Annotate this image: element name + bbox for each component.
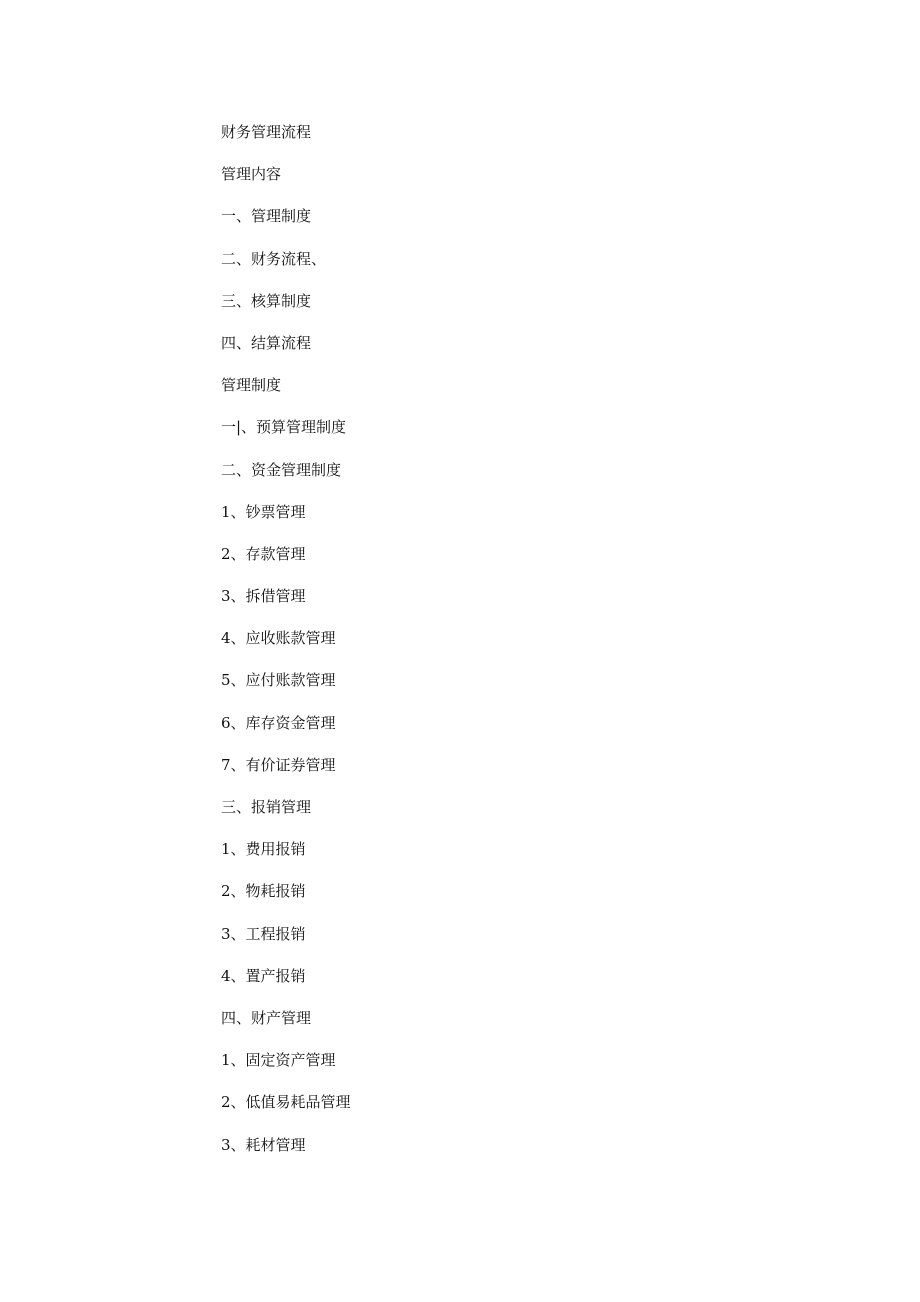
text-line: 3、拆借管理 [221, 587, 306, 606]
text-line: 2、存款管理 [221, 544, 306, 563]
text-line: 二、资金管理制度 [221, 460, 342, 479]
section-heading: 管理内容 [221, 165, 282, 184]
section-heading: 管理制度 [221, 376, 282, 395]
text-line: 4、应收账款管理 [221, 629, 336, 648]
text-line: 1、费用报销 [221, 840, 306, 859]
text-line: 7、有价证券管理 [221, 755, 336, 774]
text-line: 6、库存资金管理 [221, 713, 336, 732]
text-line: 一|、预算管理制度 [221, 418, 347, 437]
text-line: 一、管理制度 [221, 207, 312, 226]
document-title: 财务管理流程 [221, 123, 312, 141]
text-line: 二、财务流程、 [221, 249, 327, 268]
document-body [221, 120, 351, 1175]
text-line: 3、耗材管理 [221, 1135, 306, 1154]
text-line: 3、工程报销 [221, 924, 306, 943]
text-line: 三、核算制度 [221, 291, 312, 310]
text-line: 2、低值易耗品管理 [221, 1093, 351, 1112]
text-line: 三、报销管理 [221, 798, 312, 816]
text-line: 2、物耗报销 [221, 882, 306, 901]
text-line: 5、应付账款管理 [221, 671, 336, 690]
text-line: 四、财产管理 [221, 1008, 312, 1027]
text-line: 4、置产报销 [221, 966, 306, 985]
text-line: 1、固定资产管理 [221, 1051, 336, 1070]
text-line: 1、钞票管理 [221, 502, 306, 521]
text-line: 四、结算流程 [221, 333, 312, 352]
